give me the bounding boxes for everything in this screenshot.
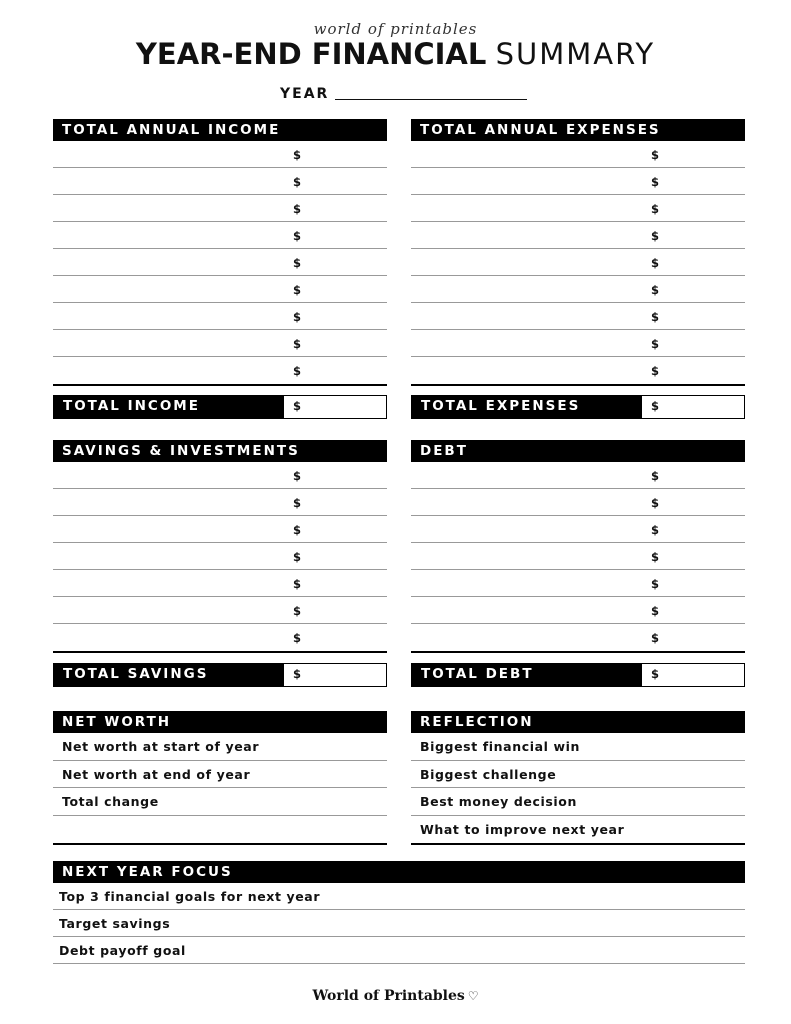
debt-heading: DEBT xyxy=(411,440,745,462)
dollar-sign: $ xyxy=(293,148,302,162)
income-row[interactable] xyxy=(53,276,387,303)
dollar-sign: $ xyxy=(293,310,302,324)
total-expenses-value[interactable]: $ xyxy=(651,399,660,413)
debt-row[interactable] xyxy=(411,489,745,516)
debt-row[interactable] xyxy=(411,570,745,597)
dollar-sign: $ xyxy=(651,523,660,537)
reflection-row[interactable]: Best money decision xyxy=(411,788,745,816)
dollar-sign: $ xyxy=(651,604,660,618)
total-income-label: TOTAL INCOME xyxy=(54,396,284,418)
dollar-sign: $ xyxy=(651,283,660,297)
dollar-sign: $ xyxy=(651,496,660,510)
net-worth-heading: NET WORTH xyxy=(53,711,387,733)
expense-row[interactable] xyxy=(411,168,745,195)
savings-heading: SAVINGS & INVESTMENTS xyxy=(53,440,387,462)
dollar-sign: $ xyxy=(293,604,302,618)
income-row[interactable] xyxy=(53,249,387,276)
expense-row[interactable] xyxy=(411,249,745,276)
expense-row[interactable] xyxy=(411,330,745,357)
dollar-sign: $ xyxy=(651,202,660,216)
income-heading: TOTAL ANNUAL INCOME xyxy=(53,119,387,141)
total-expenses-box xyxy=(411,395,745,419)
dollar-sign: $ xyxy=(651,364,660,378)
net-worth-row[interactable] xyxy=(53,816,387,844)
title-light-part: SUMMARY xyxy=(495,37,656,71)
dollar-sign: $ xyxy=(651,256,660,270)
dollar-sign: $ xyxy=(651,337,660,351)
total-debt-box xyxy=(411,663,745,687)
year-input-line[interactable] xyxy=(335,99,527,100)
income-rows xyxy=(53,141,387,386)
dollar-sign: $ xyxy=(651,577,660,591)
expense-row[interactable] xyxy=(411,357,745,384)
dollar-sign: $ xyxy=(293,202,302,216)
total-expenses-label: TOTAL EXPENSES xyxy=(412,396,642,418)
dollar-sign: $ xyxy=(651,148,660,162)
dollar-sign: $ xyxy=(293,364,302,378)
focus-row[interactable]: Target savings xyxy=(53,910,745,937)
dollar-sign: $ xyxy=(651,469,660,483)
savings-rows xyxy=(53,462,387,653)
next-year-focus-heading: NEXT YEAR FOCUS xyxy=(53,861,745,883)
net-worth-section xyxy=(53,711,387,845)
income-row[interactable] xyxy=(53,141,387,168)
savings-row[interactable] xyxy=(53,462,387,489)
savings-section xyxy=(53,440,387,653)
debt-row[interactable] xyxy=(411,597,745,624)
reflection-row[interactable]: Biggest challenge xyxy=(411,761,745,789)
brand-script-header: world of printables xyxy=(313,20,478,38)
dollar-sign: $ xyxy=(651,550,660,564)
next-year-focus-section xyxy=(53,861,745,964)
dollar-sign: $ xyxy=(651,631,660,645)
savings-row[interactable] xyxy=(53,516,387,543)
dollar-sign: $ xyxy=(293,523,302,537)
year-label: YEAR xyxy=(280,86,330,102)
dollar-sign: $ xyxy=(293,469,302,483)
year-field xyxy=(280,84,527,102)
expenses-section xyxy=(411,119,745,386)
debt-rows xyxy=(411,462,745,653)
dollar-sign: $ xyxy=(293,229,302,243)
footer-brand-text: World of Printables xyxy=(312,988,465,1004)
savings-row[interactable] xyxy=(53,543,387,570)
dollar-sign: $ xyxy=(293,496,302,510)
expenses-rows xyxy=(411,141,745,386)
income-row[interactable] xyxy=(53,357,387,384)
debt-row[interactable] xyxy=(411,624,745,651)
reflection-heading: REFLECTION xyxy=(411,711,745,733)
debt-row[interactable] xyxy=(411,462,745,489)
total-debt-value[interactable]: $ xyxy=(651,667,660,681)
total-savings-value[interactable]: $ xyxy=(293,667,302,681)
net-worth-row[interactable]: Total change xyxy=(53,788,387,816)
dollar-sign: $ xyxy=(651,229,660,243)
expense-row[interactable] xyxy=(411,141,745,168)
expenses-heading: TOTAL ANNUAL EXPENSES xyxy=(411,119,745,141)
savings-row[interactable] xyxy=(53,489,387,516)
income-row[interactable] xyxy=(53,330,387,357)
reflection-row[interactable]: Biggest financial win xyxy=(411,733,745,761)
heart-icon: ♡ xyxy=(467,989,479,1003)
dollar-sign: $ xyxy=(293,577,302,591)
expense-row[interactable] xyxy=(411,303,745,330)
dollar-sign: $ xyxy=(293,283,302,297)
expense-row[interactable] xyxy=(411,195,745,222)
income-row[interactable] xyxy=(53,195,387,222)
total-income-box xyxy=(53,395,387,419)
net-worth-row[interactable]: Net worth at start of year xyxy=(53,733,387,761)
income-row[interactable] xyxy=(53,222,387,249)
dollar-sign: $ xyxy=(293,550,302,564)
debt-section xyxy=(411,440,745,653)
reflection-row[interactable]: What to improve next year xyxy=(420,821,625,837)
reflection-section xyxy=(411,711,745,845)
expense-row[interactable] xyxy=(411,222,745,249)
dollar-sign: $ xyxy=(293,337,302,351)
income-row[interactable] xyxy=(53,168,387,195)
savings-row[interactable] xyxy=(53,624,387,651)
savings-row[interactable] xyxy=(53,597,387,624)
income-row[interactable] xyxy=(53,303,387,330)
debt-row[interactable] xyxy=(411,543,745,570)
focus-row[interactable]: Debt payoff goal xyxy=(53,937,745,964)
net-worth-row[interactable]: Net worth at end of year xyxy=(53,761,387,789)
total-savings-label: TOTAL SAVINGS xyxy=(54,664,284,686)
dollar-sign: $ xyxy=(293,631,302,645)
dollar-sign: $ xyxy=(651,310,660,324)
expense-row[interactable] xyxy=(411,276,745,303)
title-bold-part: YEAR-END FINANCIAL xyxy=(135,37,487,71)
dollar-sign: $ xyxy=(293,175,302,189)
page-title xyxy=(0,36,791,72)
focus-row[interactable]: Top 3 financial goals for next year xyxy=(53,883,745,910)
total-debt-label: TOTAL DEBT xyxy=(412,664,642,686)
dollar-sign: $ xyxy=(293,256,302,270)
dollar-sign: $ xyxy=(651,175,660,189)
footer-brand xyxy=(0,988,791,1004)
debt-row[interactable] xyxy=(411,516,745,543)
total-savings-box xyxy=(53,663,387,687)
income-section xyxy=(53,119,387,386)
savings-row[interactable] xyxy=(53,570,387,597)
total-income-value[interactable]: $ xyxy=(293,399,302,413)
